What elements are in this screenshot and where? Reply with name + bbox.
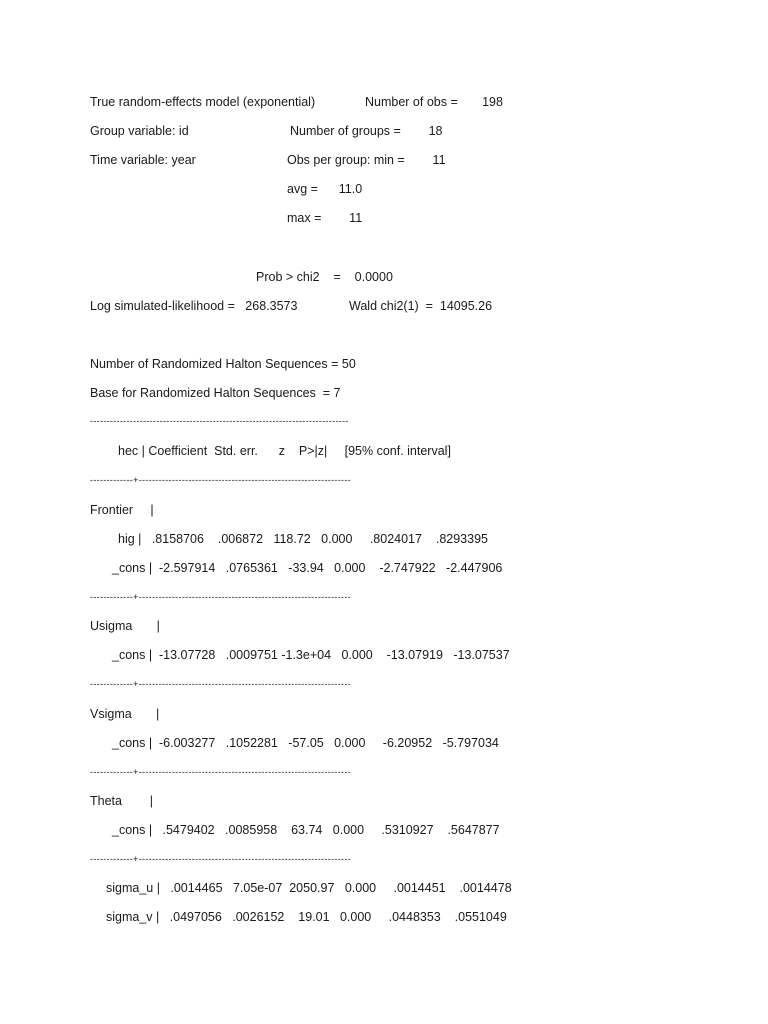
table-rule: -------------+---------------------------------------------------------------- [90, 767, 351, 777]
halton-base: Base for Randomized Halton Sequences = 7 [90, 386, 341, 400]
group-variable: Group variable: id [90, 124, 189, 138]
model-title: True random-effects model (exponential) [90, 95, 316, 109]
num-groups: Number of groups = 18 [290, 124, 443, 138]
time-variable: Time variable: year [90, 153, 196, 167]
num-obs: Number of obs = 198 [365, 95, 503, 109]
usigma-label: Usigma | [90, 619, 160, 633]
vsigma-label: Vsigma | [90, 707, 160, 721]
frontier-hig-row: hig | .8158706 .006872 118.72 0.000 .8024017 .8293395 [118, 532, 488, 546]
obs-per-group-min: Obs per group: min = 11 [287, 153, 446, 167]
log-likelihood: Log simulated-likelihood = 268.3573 [90, 299, 298, 313]
table-rule-top: ------------------------------------------------------------------------------ [90, 416, 349, 426]
theta-cons-row: _cons | .5479402 .0085958 63.74 0.000 .5310927 .5647877 [112, 823, 500, 837]
theta-label: Theta | [90, 794, 153, 808]
table-rule: -------------+---------------------------------------------------------------- [90, 679, 351, 689]
table-rule: -------------+---------------------------------------------------------------- [90, 854, 351, 864]
table-rule: -------------+---------------------------------------------------------------- [90, 592, 351, 602]
halton-sequences: Number of Randomized Halton Sequences = 50 [90, 357, 356, 371]
obs-per-group-max: max = 11 [287, 211, 363, 225]
wald-chi2: Wald chi2(1) = 14095.26 [349, 299, 493, 313]
table-header-row: hec | Coefficient Std. err. z P>|z| [95% conf. interval] [118, 444, 451, 458]
prob-chi2: Prob > chi2 = 0.0000 [256, 270, 393, 284]
usigma-cons-row: _cons | -13.07728 .0009751 -1.3e+04 0.000 -13.07919 -13.07537 [112, 648, 510, 662]
sigma-u-row: sigma_u | .0014465 7.05e-07 2050.97 0.000 .0014451 .0014478 [106, 881, 512, 895]
frontier-cons-row: _cons | -2.597914 .0765361 -33.94 0.000 -2.747922 -2.447906 [112, 561, 503, 575]
table-rule: -------------+---------------------------------------------------------------- [90, 475, 351, 485]
frontier-label: Frontier | [90, 503, 154, 517]
obs-per-group-avg: avg = 11.0 [287, 182, 363, 196]
sigma-v-row: sigma_v | .0497056 .0026152 19.01 0.000 .0448353 .0551049 [106, 910, 507, 924]
vsigma-cons-row: _cons | -6.003277 .1052281 -57.05 0.000 -6.20952 -5.797034 [112, 736, 499, 750]
